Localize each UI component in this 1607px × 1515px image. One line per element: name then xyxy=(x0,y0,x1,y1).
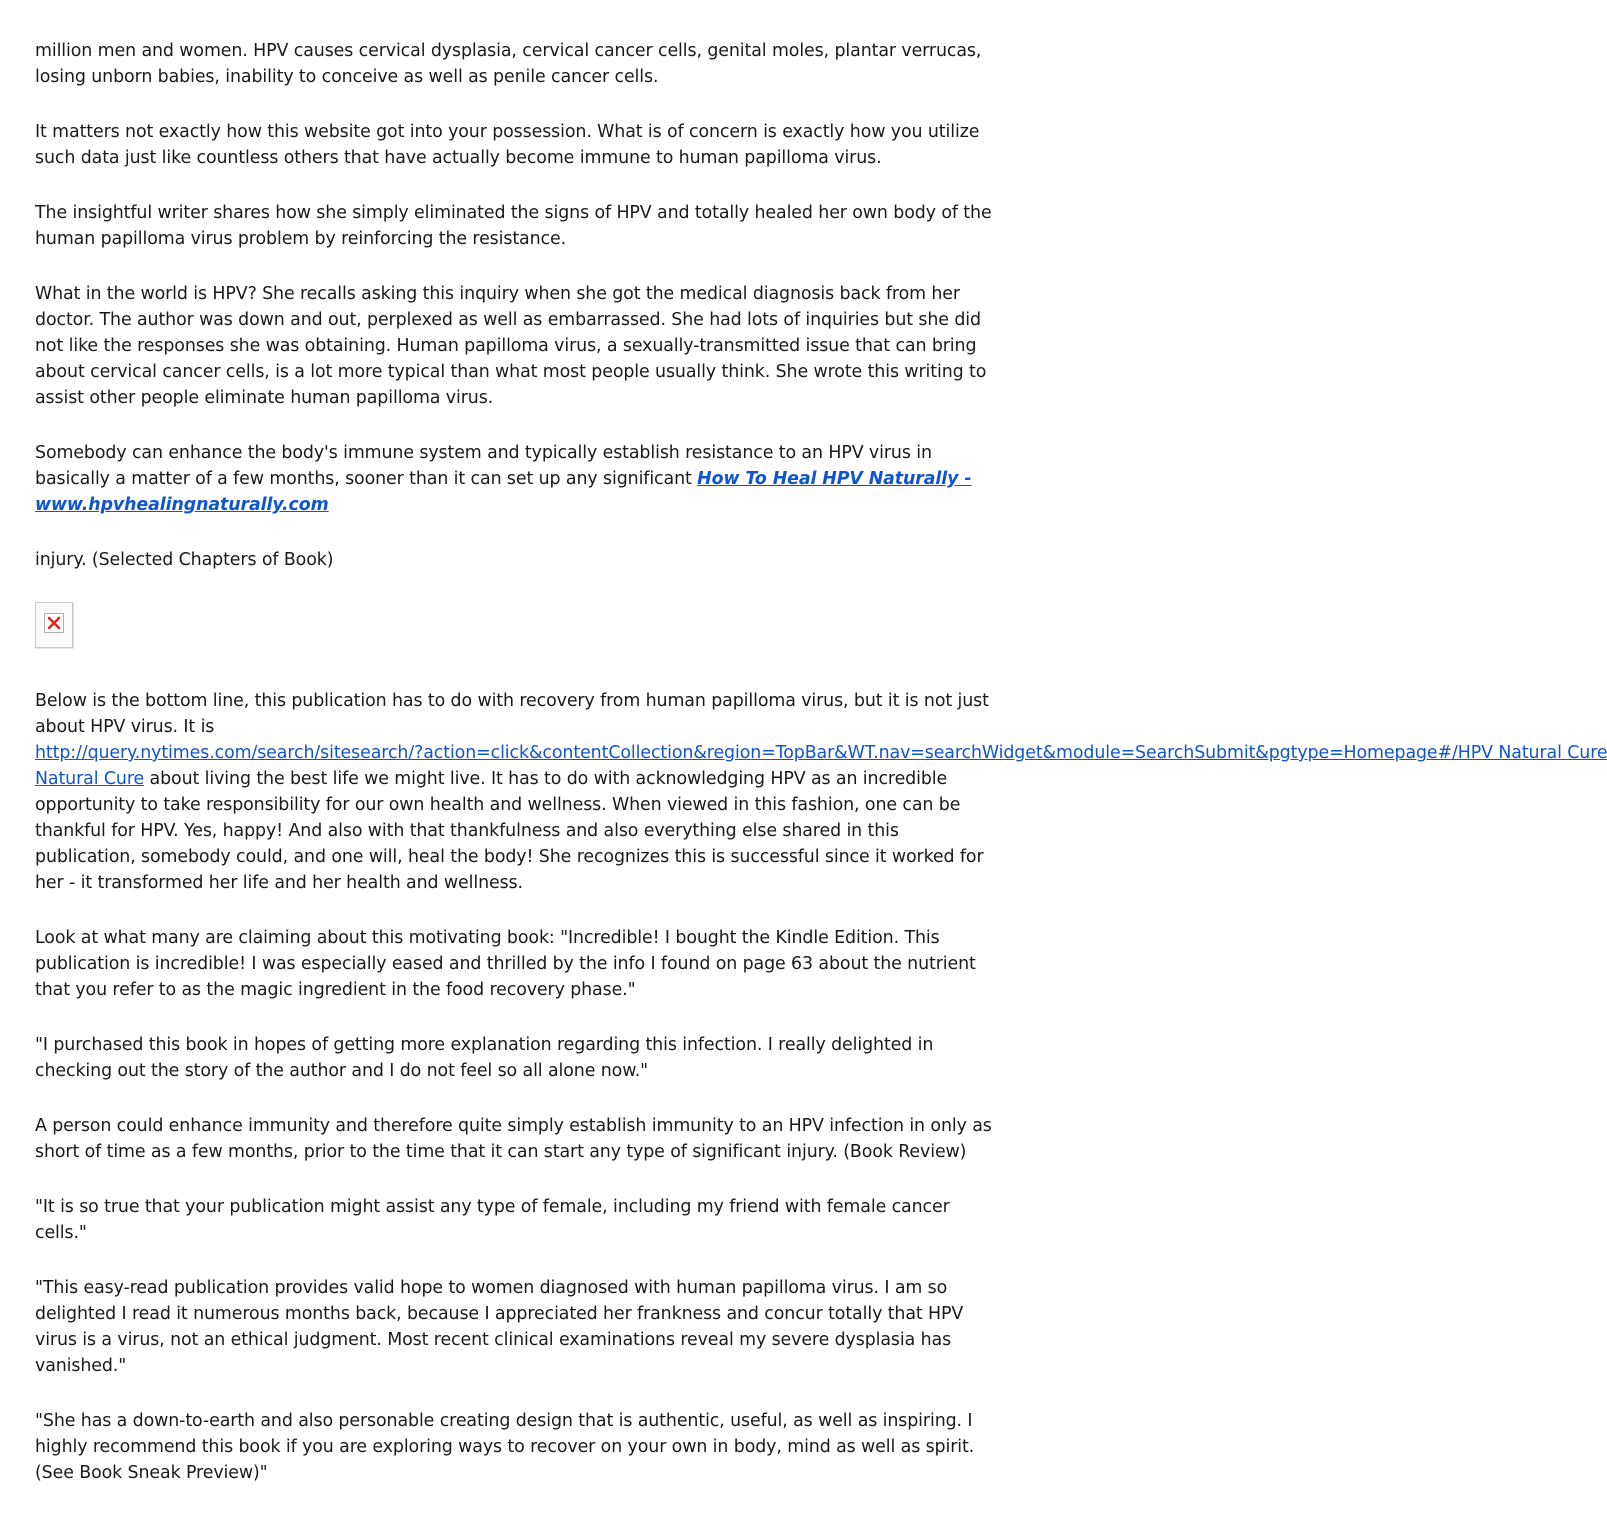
paragraph-12: "This easy-read publication provides valid hope to women diagnosed with human papilloma virus. I am so delighted I read it numerous months back, because I appreciated her frankness and concur totally that HPV virus is a virus, not an ethical judgment. Most recent clinical examinations reveal my severe dysplasia has vanished." xyxy=(35,1278,964,1376)
paragraph-2: It matters not exactly how this website got into your possession. What is of concern is exactly how you utilize such data just like countless others that have actually become immune to human papilloma virus. xyxy=(35,122,980,168)
paragraph-4: What in the world is HPV? She recalls asking this inquiry when she got the medical diagnosis back from her doctor. The author was down and out, perplexed as well as embarrassed. She had lots of inquiries but she did not like the responses she was obtaining. Human papilloma virus, a sexually-transmitted issue that can bring about cervical cancer cells, is a lot more typical than what most people usually think. She wrote this writing to assist other people eliminate human papilloma virus. xyxy=(35,284,987,408)
paragraph-10: A person could enhance immunity and therefore quite simply establish immunity to an HPV infection in only as short of time as a few months, prior to the time that it can start any type of significant injury. (Book Review) xyxy=(35,1116,992,1162)
paragraph-13: "She has a down-to-earth and also personable creating design that is authentic, useful, as well as inspiring. I highly recommend this book if you are exploring ways to recover on your own in body, mind as well as spirit. (See Book Sneak Preview)" xyxy=(35,1411,975,1483)
document-body xyxy=(35,38,1607,1515)
paragraph-6: injury. (Selected Chapters of Book) xyxy=(35,550,334,570)
paragraph-1: million men and women. HPV causes cervical dysplasia, cervical cancer cells, genital moles, plantar verrucas, losing unborn babies, inability to conceive as well as penile cancer cells. xyxy=(35,41,982,87)
how-to-heal-hpv-link[interactable]: How To Heal HPV Naturally - www.hpvhealingnaturally.com xyxy=(35,469,972,515)
paragraph-7 xyxy=(35,688,1607,896)
paragraph-7-rest: about living the best life we might live. It has to do with acknowledging HPV as an incredible opportunity to take responsibility for our own health and wellness. When viewed in this fashion, one can be thankful for HPV. Yes, happy! And also with that thankfulness and also everything else shared in this publication, somebody could, and one will, heal the body! She recognizes this is successful since it worked for her - it transformed her life and her health and wellness. xyxy=(35,769,984,893)
paragraph-5-text: Somebody can enhance the body's immune system and typically establish resistance to an HPV virus in basically a matter of a few months, sooner than it can set up any significant xyxy=(35,443,932,489)
paragraph-8: Look at what many are claiming about this motivating book: "Incredible! I bought the Kindle Edition. This publication is incredible! I was especially eased and thrilled by the info I found on page 63 about the nutrient that you refer to as the magic ingredient in the food recovery phase." xyxy=(35,928,976,1000)
paragraph-9: "I purchased this book in hopes of getting more explanation regarding this infection. I really delighted in checking out the story of the author and I do not feel so all alone now." xyxy=(35,1035,934,1081)
broken-image-icon xyxy=(44,613,64,633)
paragraph-7-text: Below is the bottom line, this publication has to do with recovery from human papilloma virus, but it is not just about HPV virus. It is xyxy=(35,691,989,737)
paragraph-5 xyxy=(35,440,993,518)
natural-cure-link[interactable]: Natural Cure xyxy=(35,769,145,789)
nytimes-search-link[interactable]: http://query.nytimes.com/search/sitesearch/?action=click&contentCollection&region=TopBar&WT.nav=searchWidget&module=SearchSubmit&pgtype=Homepage#/HPV Natural Cure xyxy=(35,743,1607,763)
paragraph-3: The insightful writer shares how she simply eliminated the signs of HPV and totally healed her own body of the human papilloma virus problem by reinforcing the resistance. xyxy=(35,203,992,249)
broken-image xyxy=(35,602,73,648)
paragraph-11: "It is so true that your publication might assist any type of female, including my friend with female cancer cells." xyxy=(35,1197,950,1243)
